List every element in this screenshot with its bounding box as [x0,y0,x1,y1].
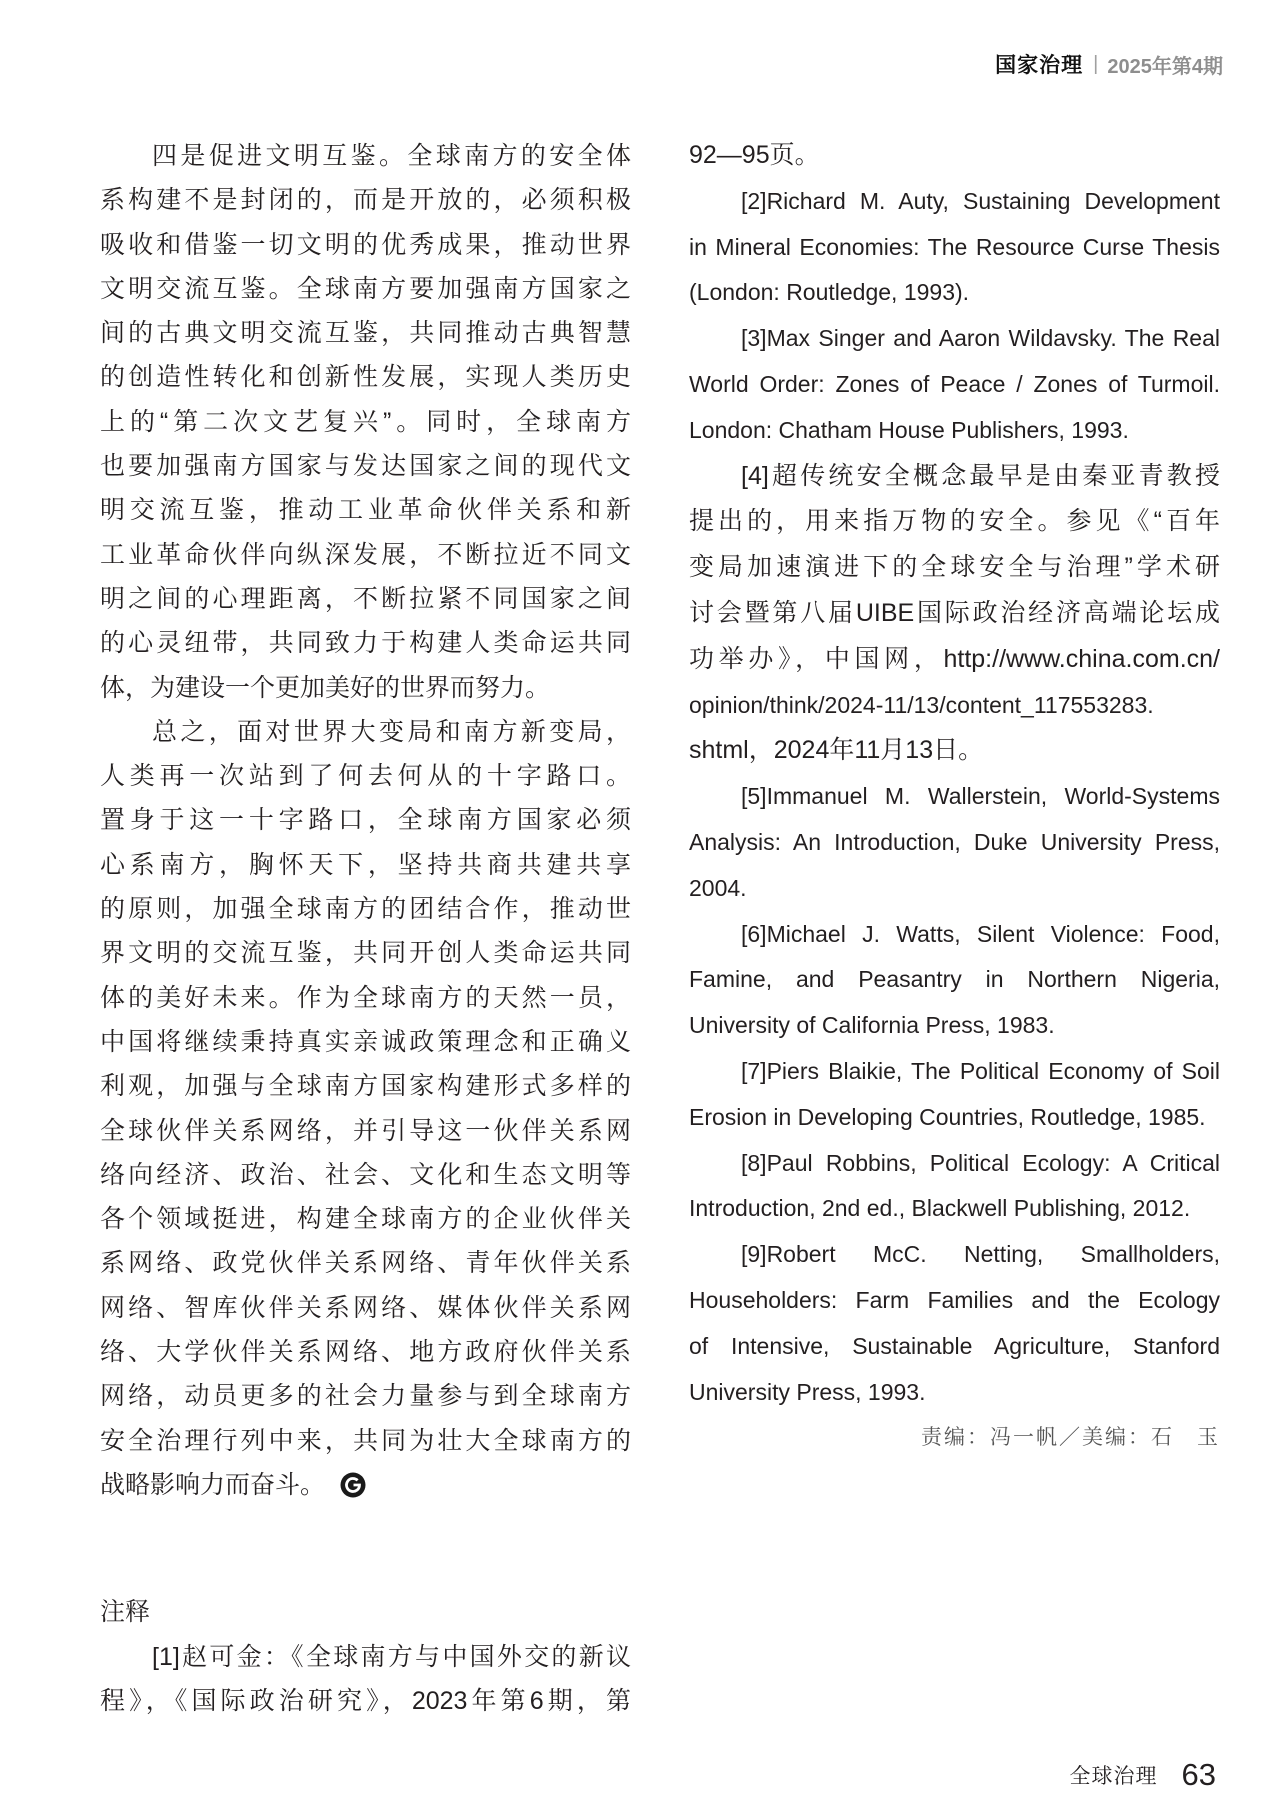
text-line: shtml，2024年11月13日。 [689,736,984,765]
text-line: 系网络、政党伙伴关系网络、青年伙伴关系 [100,1249,631,1278]
page-header [995,49,1223,79]
text-line: University Press, 1993. [689,1378,926,1405]
text-line: 吸收和借鉴一切文明的优秀成果，推动世界 [100,230,631,259]
note-item [689,912,1220,1049]
text-line: 络向经济、政治、社会、文化和生态文明等 [100,1160,631,1189]
text-line: 明之间的心理距离，不断拉紧不同国家之间 [100,584,631,613]
text-line: 四是促进文明互鉴。全球南方的安全体 [152,142,631,170]
text-line: 置身于这一十字路口，全球南方国家必须 [100,806,631,835]
page-number: 63 [1181,1757,1216,1792]
text-line: 也要加强南方国家与发达国家之间的现代文 [100,452,631,481]
text-line: 总之，面对世界大变局和南方新变局， [152,717,631,746]
text-line: 安全治理行列中来，共同为壮大全球南方的 [100,1426,631,1455]
text-line: 提出的，用来指万物的安全。参见《“百年 [689,507,1220,536]
text-line: [2]Richard M. Auty, Sustaining Development [741,187,1220,214]
text-line: 战略影响力而奋斗。 [100,1463,631,1507]
text-line: 心系南方，胸怀天下，坚持共商共建共享 [100,850,631,879]
text-line: 网络，动员更多的社会力量参与到全球南方 [100,1382,631,1411]
text-line: [4]超传统安全概念最早是由秦亚青教授 [741,461,1220,490]
notes-column-right [689,133,1220,1461]
note-item [689,1049,1220,1141]
text-line: in Mineral Economies: The Resource Curse Thesis [689,233,1220,260]
text-line: 系构建不是封闭的，而是开放的，必须积极 [100,186,631,215]
article-body-column [100,134,631,1507]
note-item [689,774,1220,911]
note-item [100,1635,631,1724]
text-line: Householders: Farm Families and the Ecology [689,1286,1220,1313]
note-item [689,454,1220,775]
text-line: 体的美好未来。作为全球南方的天然一员， [100,983,631,1012]
text-line: of Intensive, Sustainable Agriculture, Stanford [689,1332,1220,1359]
text-line: 明交流互鉴，推动工业革命伙伴关系和新 [100,496,631,525]
note-item [689,1232,1220,1415]
text-line: 讨会暨第八届UIBE国际政治经济高端论坛成 [689,598,1220,627]
text-line: [3]Max Singer and Aaron Wildavsky. The Real [741,325,1220,352]
text-line: 全球伙伴关系网络，并引导这一伙伴关系网 [100,1116,631,1145]
text-line: (London: Routledge, 1993). [689,279,970,306]
text-line: 各个领域挺进，构建全球南方的企业伙伴关 [100,1205,631,1234]
text-line: Erosion in Developing Countries, Routledge, 1985. [689,1103,1206,1130]
text-line: 间的古典文明交流互鉴，共同推动古典智慧 [100,319,631,348]
text-line: 络、大学伙伴关系网络、地方政府伙伴关系 [100,1338,631,1367]
text-line: 的创造性转化和创新性发展，实现人类历史 [100,363,631,392]
text-line: [1]赵可金：《全球南方与中国外交的新议 [152,1642,631,1671]
magazine-title: 国家治理 [995,52,1084,77]
text-line: 人类再一次站到了何去何从的十字路口。 [100,762,631,791]
text-line: 体，为建设一个更加美好的世界而努力。 [100,673,551,702]
text-line: [8]Paul Robbins, Political Ecology: A Critical [741,1149,1220,1176]
section-name: 全球治理 [1069,1765,1158,1788]
body-paragraph [100,134,631,710]
text-line: 网络、智库伙伴关系网络、媒体伙伴关系网 [100,1293,631,1322]
header-separator: | [1093,52,1099,75]
text-line: 程》，《国际政治研究》，2023年第6期，第 [100,1687,631,1715]
text-line: 文明交流互鉴。全球南方要加强南方国家之 [100,274,631,303]
text-line: [9]Robert McC. Netting, Smallholders, [741,1241,1220,1268]
text-line: University of California Press, 1983. [689,1012,1055,1039]
end-mark-icon [340,1472,366,1498]
text-line: London: Chatham House Publishers, 1993. [689,416,1129,443]
text-line: 变局加速演进下的全球安全与治理”学术研 [689,553,1220,582]
reference-list [689,179,1220,1416]
text-line: 的心灵纽带，共同致力于构建人类命运共同 [100,629,631,658]
end-mark-icon-graphic [340,1472,366,1498]
note-item [689,1141,1220,1233]
text-line: 功举办》，中国网，http://www.china.com.cn/ [689,644,1220,673]
text-line: World Order: Zones of Peace / Zones of Turmoil. [689,370,1220,397]
body-paragraph [100,710,631,1507]
page-footer [1070,1755,1216,1795]
text-line: 中国将继续秉持真实亲诚政策理念和正确义 [100,1027,631,1056]
text-line: [5]Immanuel M. Wallerstein, World-Systems [741,783,1220,810]
editor-credit: 责编：冯一帆／美编：石 玉 [921,1425,1220,1450]
text-line: Analysis: An Introduction, Duke University Press, [689,828,1220,855]
note-item [689,179,1220,316]
text-line: 2004. [689,874,747,901]
note-continuation-line: 92—95页。 [689,141,820,169]
notes-section [100,1590,631,1724]
issue-label: 2025年第4期 [1107,55,1223,78]
text-line: 工业革命伙伴向纵深发展，不断拉近不同文 [100,540,631,569]
text-line: [6]Michael J. Watts, Silent Violence: Food, [741,920,1220,947]
text-line: 的原则，加强全球南方的团结合作，推动世 [100,895,631,924]
text-line: 界文明的交流互鉴，共同开创人类命运共同 [100,939,631,968]
notes-heading: 注释 [100,1598,151,1626]
text-line: opinion/think/2024-11/13/content_117553283. [689,691,1154,718]
text-line: Introduction, 2nd ed., Blackwell Publishing, 2012. [689,1195,1191,1222]
note-item [689,316,1220,453]
text-line: 上的“第二次文艺复兴”。同时，全球南方 [100,407,631,436]
text-line: 利观，加强与全球南方国家构建形式多样的 [100,1072,631,1101]
text-line: Famine, and Peasantry in Northern Nigeria, [689,966,1220,993]
text-line: [7]Piers Blaikie, The Political Economy of Soil [741,1057,1220,1084]
